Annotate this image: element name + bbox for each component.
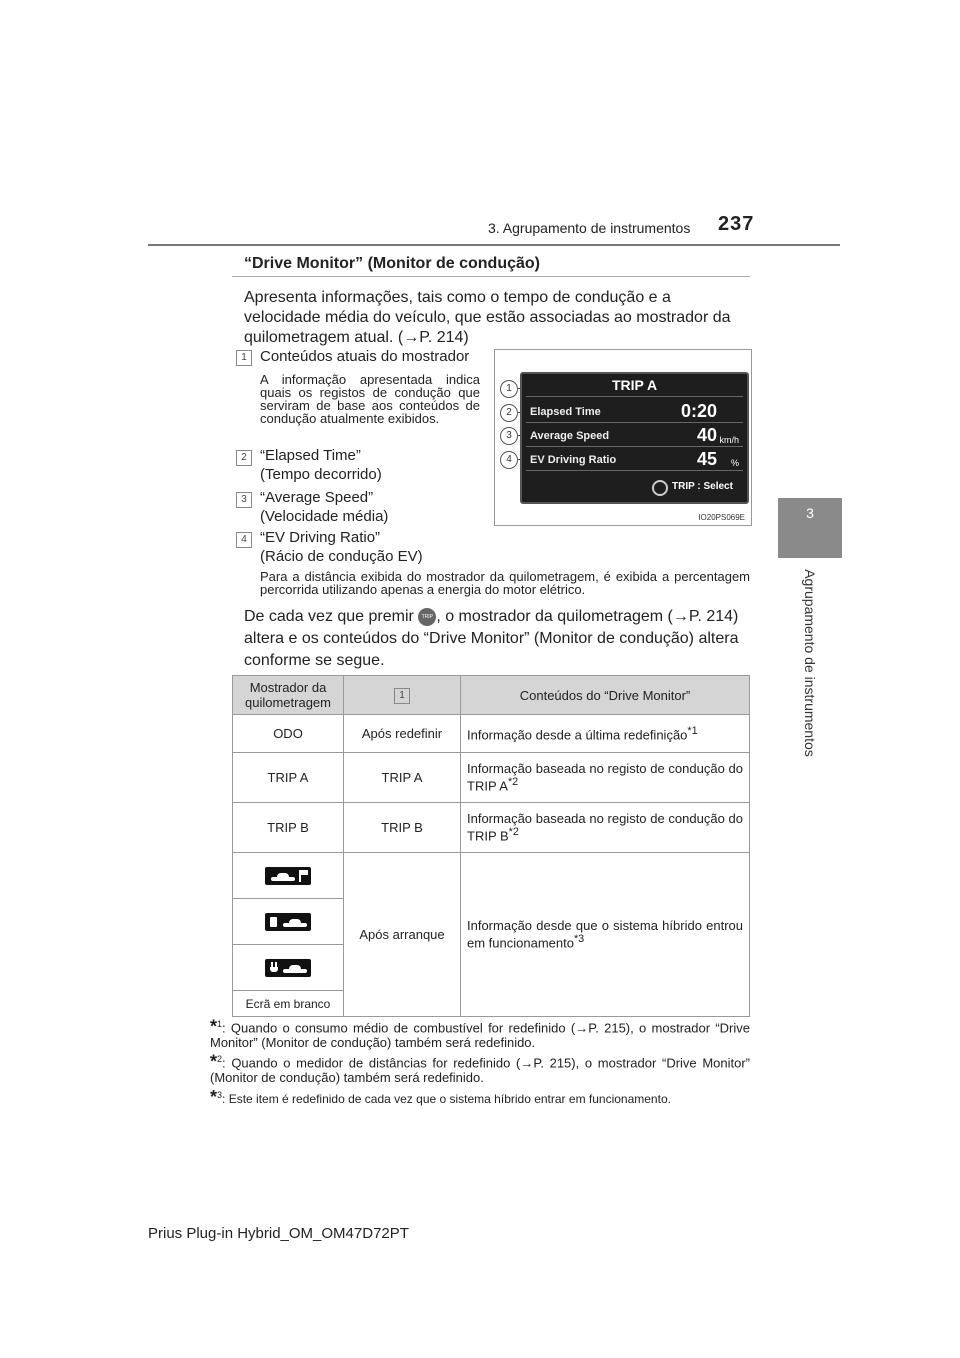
table-header-row [233, 676, 750, 715]
row-label-ev-ratio: EV Driving Ratio [530, 454, 617, 466]
item-title-3: “Average Speed” [260, 489, 374, 506]
callout-1: 1 [500, 380, 518, 398]
row-value-ev-ratio: 45 [696, 449, 717, 469]
screen-footer: TRIP : Select [672, 481, 733, 492]
table-header-number: 1 [344, 676, 461, 715]
callout-3: 3 [500, 427, 518, 445]
item-title-2: “Elapsed Time” [260, 447, 361, 464]
table-row: TRIP A TRIP A Informação baseada no registo de condução do TRIP $A^{*2}$ [233, 753, 750, 803]
row-unit-ev-ratio: % [730, 458, 739, 468]
table-row [233, 853, 750, 899]
page-number: 237 [718, 213, 755, 235]
side-tab-label: Agrupamento de instrumentos [802, 569, 818, 757]
header-rule [148, 244, 840, 246]
footnote-2: *$^2$: Quando o medidor de distâncias for redefinido (→P. 215), o mostrador “Drive Monitor” (Monitor de condução) também será redefinido. [210, 1051, 750, 1086]
callout-2: 2 [500, 404, 518, 422]
figure-code: IO20PS069E [698, 513, 745, 522]
item-desc-4: Para a distância exibida do mostrador da quilometragem, é exibida a percentagem percorrida utilizando apenas a energia do motor elétrico. [260, 569, 750, 597]
press-para-before: De cada vez que premir [244, 608, 414, 625]
item-number-2: 2 [236, 450, 252, 466]
item-number-1: 1 [236, 350, 252, 366]
footnote-3: *$^3$: Este item é redefinido de cada vez que o sistema híbrido entrar em funcionamento. [210, 1087, 671, 1107]
running-header-section: 3. Agrupamento de instrumentos [488, 220, 691, 236]
table-header-odometer: Mostrador da quilometragem [233, 676, 344, 715]
group-after-start: Após arranque [344, 853, 461, 1017]
drive-monitor-table [232, 675, 750, 1017]
intro-paragraph: Apresenta informações, tais como o tempo de condução e a velocidade média do veículo, que estão associadas ao mostrador da quilometragem atual. (→P. 214) [244, 289, 731, 346]
table-row: TRIP B TRIP B Informação baseada no registo de condução do TRIP $B^{*2}$ [233, 803, 750, 853]
car-flag-icon [265, 867, 311, 885]
side-tab-number: 3 [778, 498, 842, 558]
row-value-average-speed: 40 [696, 425, 717, 445]
press-para-after: , o mostrador da quilometragem (→P. 214) altera e os conteúdos do “Drive Monitor” (Monitor de condução) altera conforme se segue. [244, 608, 739, 669]
row-value-elapsed-time: 0:20 [680, 401, 717, 421]
group-contents: Informação desde que o sistema híbrido entrou em funcionamento$^{*3}$ [461, 853, 750, 1017]
trip-button-icon: TRIP [418, 608, 436, 626]
item-title-1: Conteúdos atuais do mostrador [260, 348, 470, 365]
row-label-elapsed-time: Elapsed Time [530, 406, 601, 418]
item-title-4: “EV Driving Ratio” [260, 529, 381, 546]
table-header-contents: Conteúdos do “Drive Monitor” [461, 676, 750, 715]
instrument-screen [520, 372, 749, 504]
item-number-4: 4 [236, 532, 252, 548]
drive-monitor-figure [494, 349, 752, 526]
table-row: Ecrã em branco [233, 991, 750, 1017]
document-footer: Prius Plug-in Hybrid_OM_OM47D72PT [148, 1225, 409, 1242]
section-title: “Drive Monitor” (Monitor de condução) [244, 255, 540, 272]
callout-4: 4 [500, 451, 518, 469]
row-unit-average-speed: km/h [719, 435, 739, 445]
item-subtitle-2: (Tempo decorrido) [260, 466, 382, 483]
item-subtitle-4: (Rácio de condução EV) [260, 548, 423, 565]
fuel-car-icon [265, 913, 311, 931]
row-label-average-speed: Average Speed [530, 430, 610, 442]
table-row: ODO Após redefinir Informação desde a última redefinição$^{*1}$ [233, 715, 750, 753]
trip-button-icon [652, 480, 668, 496]
section-rule [232, 276, 750, 277]
trip-press-paragraph [244, 606, 750, 672]
item-subtitle-3: (Velocidade média) [260, 508, 389, 525]
item-number-3: 3 [236, 492, 252, 508]
item-desc-1: A informação apresentada indica quais os registos de condução que serviram de base aos conteúdos de condução atualmente exibidos. [260, 372, 480, 426]
screen-title: TRIP A [612, 377, 658, 393]
footnote-1: *$^1$: Quando o consumo médio de combustível for redefinido (→P. 215), o mostrador “Drive Monitor” (Monitor de condução) também será redefinido. [210, 1016, 750, 1051]
plug-car-icon [265, 959, 311, 977]
